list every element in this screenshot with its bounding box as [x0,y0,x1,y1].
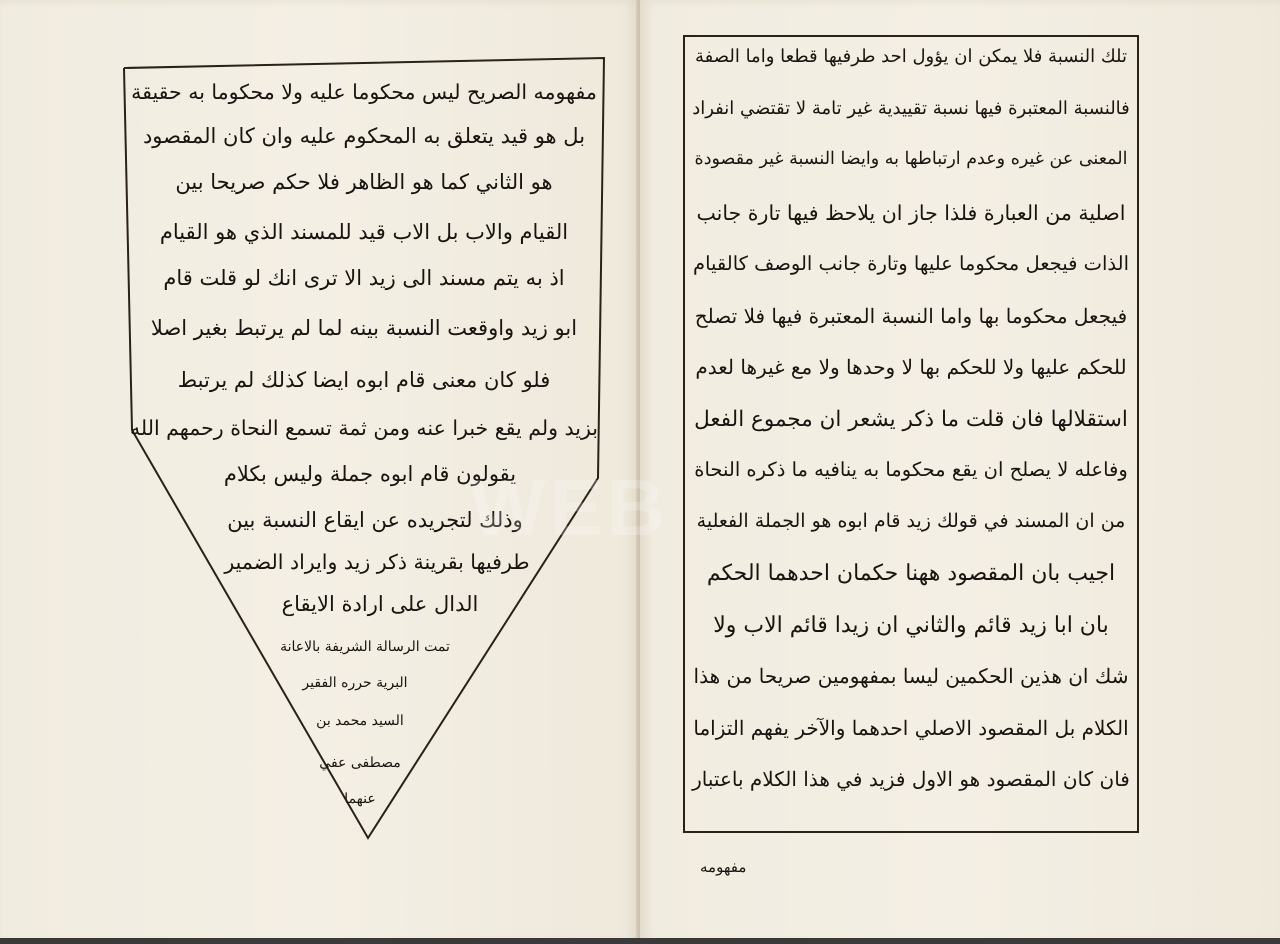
text-line: مفهومه الصريح ليس محكوما عليه ولا محكوما به حقيقة [131,80,597,104]
text-line: فيجعل محكوما بها واما النسبة المعتبرة فيها فلا تصلح [694,303,1128,328]
text-line: بل هو قيد يتعلق به المحكوم عليه وان كان المقصود [142,124,586,148]
text-line: استقلالها فان قلت ما ذكر يشعر ان مجموع الفعل [694,406,1128,432]
text-line: اجيب بان المقصود ههنا حكمان احدهما الحكم [706,561,1116,586]
text-line: من ان المسند في قولك زيد قام ابوه هو الجملة الفعلية [696,509,1126,532]
text-line: طرفيها بقرينة ذكر زيد وايراد الضمير [224,550,530,574]
text-line: وفاعله لا يصلح ان يقع محكوما به ينافيه ما ذكره النحاة [694,458,1128,481]
text-line: السيد محمد بن [316,713,404,729]
text-line: يقولون قام ابوه جملة وليس بكلام [223,462,517,486]
text-line: اصلية من العبارة فلذا جاز ان يلاحظ فيها تارة جانب [696,200,1126,225]
text-line: الدال على ارادة الايقاع [281,592,479,616]
text-line: شك ان هذين الحكمين ليسا بمفهومين صريحا من هذا [693,664,1129,688]
text-line: الذات فيجعل محكوما عليها وتارة جانب الوصف كالقيام [693,252,1129,275]
text-line: هو الثاني كما هو الظاهر فلا حكم صريحا بين [175,170,553,194]
text-line: تلك النسبة فلا يمكن ان يؤول احد طرفيها قطعا واما الصفة [695,46,1127,67]
text-line: مصطفى عفي [319,755,401,771]
text-line: وذلك لتجريده عن ايقاع النسبة بين [227,508,523,532]
text-line: فالنسبة المعتبرة فيها نسبة تقييدية غير تامة لا تقتضي انفراد [692,97,1130,119]
text-line: فان كان المقصود هو الاول فزيد في هذا الكلام باعتبار [692,767,1130,791]
text-line: فلو كان معنى قام ابوه ايضا كذلك لم يرتبط [177,368,551,392]
text-line: البرية حرره الفقير [302,675,408,691]
text-line: بان ابا زيد قائم والثاني ان زيدا قائم الاب ولا [713,612,1109,638]
text-line: للحكم عليها ولا للحكم بها لا وحدها ولا مع غيرها لعدم [695,355,1127,379]
text-line: ابو زيد واوقعت النسبة بينه لما لم يرتبط بغير اصلا [150,316,578,340]
text-line: اذ به يتم مسند الى زيد الا ترى انك لو قلت قام [163,266,565,290]
text-line: تمت الرسالة الشريفة بالاعانة [280,639,450,655]
text-line: الكلام بل المقصود الاصلي احدهما والآخر يفهم التزاما [693,715,1129,740]
text-line: عنهما [344,791,376,807]
text-line: بزيد ولم يقع خبرا عنه ومن ثمة تسمع النحاة رحمهم الله [129,416,598,440]
text-line: المعنى عن غيره وعدم ارتباطها به وايضا النسبة غير مقصودة [694,149,1128,169]
watermark: WEB [470,463,669,552]
catchword: مفهومه [700,858,747,876]
scan-edge-bottom [0,938,1280,944]
text-line: القيام والاب بل الاب قيد للمسند الذي هو القيام [159,220,569,244]
right-page [640,0,1280,944]
